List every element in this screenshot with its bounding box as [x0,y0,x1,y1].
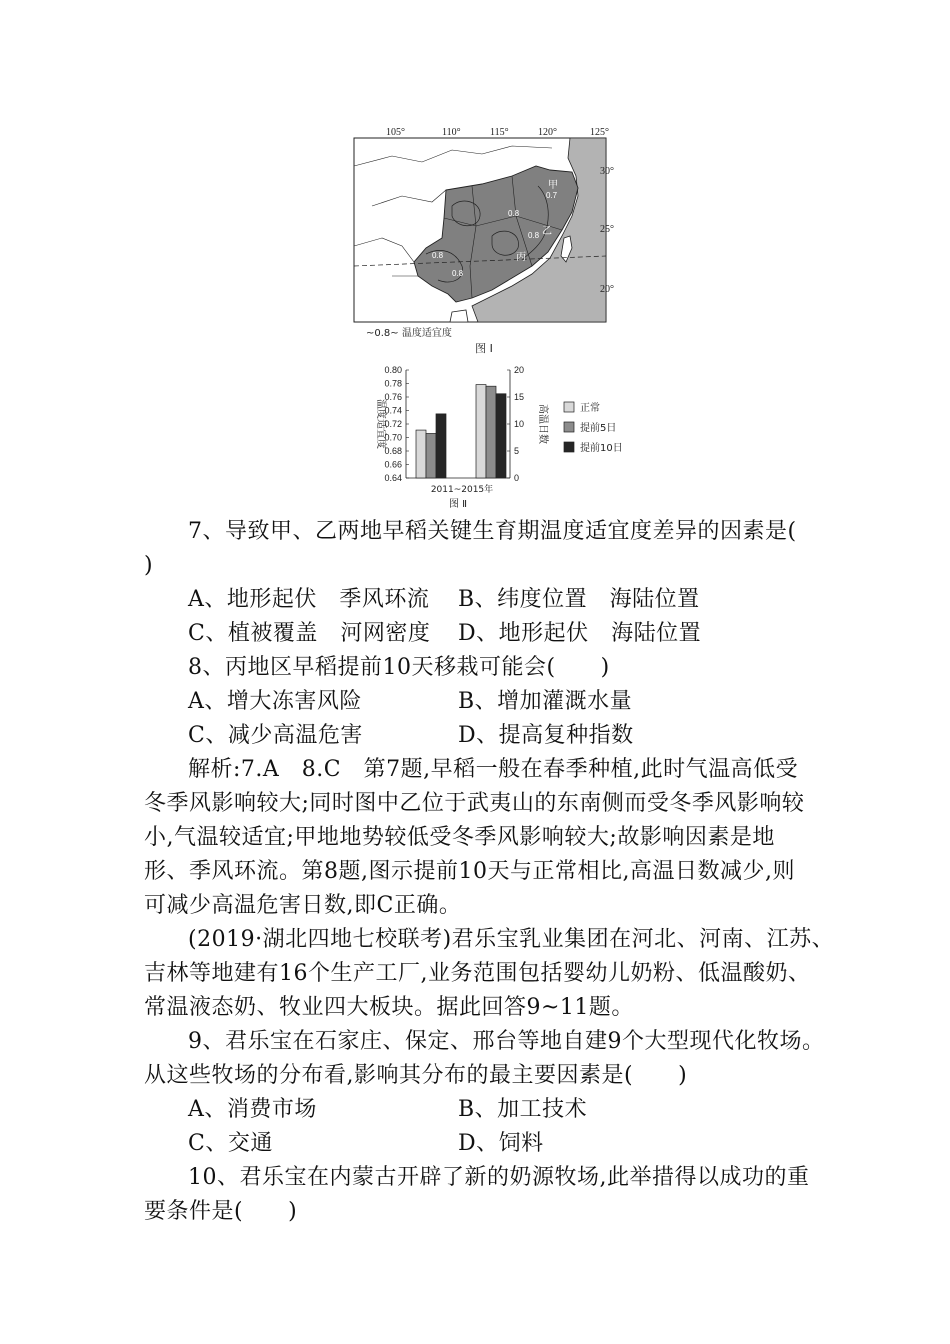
question-9-line-2: 从这些牧场的分布看,影响其分布的最主要因素是( ) [144,1063,688,1088]
answer-line-3: 小,气温较适宜;甲地地势较低受冬季风影响较大;故影响因素是地 [144,825,775,850]
legend-label-1: 提前5日 [580,423,617,434]
intro-line-3: 常温液态奶、牧业四大板块。据此回答9~11题。 [144,995,634,1020]
q7-option-c: C、植被覆盖 河网密度 [188,621,431,646]
x-axis-label: 2011~2015年 [430,485,494,495]
q8-option-d: D、提高复种指数 [458,723,634,748]
question-10-line-1: 10、君乐宝在内蒙古开辟了新的奶源牧场,此举措得以成功的重 [188,1165,810,1190]
q8-option-c: C、减少高温危害 [188,723,363,748]
q9-option-a: A、消费市场 [188,1097,317,1122]
bar-hot-days-2 [496,394,506,478]
q8-option-a: A、增大冻害风险 [188,689,362,714]
isoline-label: 0.8 [528,231,540,240]
q7-option-b: B、纬度位置 海陆位置 [458,587,700,612]
question-8: 8、丙地区早稻提前10天移栽可能会( ) [188,655,610,680]
left-axis-label: 温度适宜度 [375,399,386,449]
left-tick-label: 0.68 [384,446,402,456]
isoline-label: 0.7 [546,191,558,200]
figure1-caption: 图 I [475,342,493,355]
isoline-label: 0.8 [432,251,444,260]
answer-line-4: 形、季风环流。第8题,图示提前10天与正常相比,高温日数减少,则 [144,859,795,884]
isoline-label: 0.8 [508,209,520,218]
q9-option-b: B、加工技术 [458,1097,588,1122]
isoline-label: 0.8 [452,269,464,278]
right-tick-label: 5 [514,446,520,456]
map-legend: ~0.8~ 温度适宜度 [366,328,452,339]
answer-line-2: 冬季风影响较大;同时图中乙位于武夷山的东南侧而受冬季风影响较 [144,791,805,816]
q9-option-d: D、饲料 [458,1131,544,1156]
lon-tick: 115° [490,127,509,138]
legend-label-2: 提前10日 [580,443,623,454]
right-tick-label: 15 [514,392,525,402]
lon-tick: 110° [442,127,461,138]
left-tick-label: 0.70 [384,432,402,443]
region-label-yi: 乙 [542,226,552,237]
lat-tick: 25° [600,224,614,235]
legend-swatch-0 [564,402,574,412]
question-10-line-2: 要条件是( ) [144,1199,298,1224]
q7-option-a: A、地形起伏 季风环流 [188,587,430,612]
bar-suitability-1 [426,433,436,478]
right-tick-label: 0 [514,473,520,483]
answer-line-1: 解析:7.A 8.C 第7题,早稻一般在春季种植,此时气温高低受 [188,757,799,782]
right-axis-label: 高温日数 [537,404,548,444]
intro-line-2: 吉林等地建有16个生产工厂,业务范围包括婴幼儿奶粉、低温酸奶、 [144,961,811,986]
legend-swatch-1 [564,422,574,432]
bar-suitability-2 [436,414,446,478]
lon-tick: 120° [538,127,557,138]
figure2-caption: 图 Ⅱ [448,499,468,510]
left-tick-label: 0.64 [384,473,402,483]
lon-tick: 125° [590,127,609,138]
q9-option-c: C、交通 [188,1131,273,1156]
legend-swatch-2 [564,442,574,452]
question-7: 7、导致甲、乙两地早稻关键生育期温度适宜度差异的因素是( [188,519,797,544]
bar-hot-days-0 [476,385,486,478]
bar-hot-days-1 [486,386,496,478]
question-7-end: ) [144,553,154,578]
left-tick-label: 0.76 [384,392,402,402]
right-tick-label: 20 [514,365,525,375]
lon-tick: 105° [386,127,405,138]
left-tick-label: 0.66 [384,459,402,470]
legend-label-0: 正常 [580,403,600,414]
figure-bar-chart [362,364,662,518]
bar-suitability-0 [416,430,426,478]
intro-line-1: (2019·湖北四地七校联考)君乐宝乳业集团在河北、河南、江苏、 [188,927,835,952]
region-label-bing: 丙 [516,252,526,263]
answer-line-5: 可减少高温危害日数,即C正确。 [144,893,462,918]
q7-option-d: D、地形起伏 海陆位置 [458,621,702,646]
left-tick-label: 0.78 [384,378,402,389]
figure-map [352,126,617,356]
region-label-jia: 甲 [548,180,558,191]
q8-option-b: B、增加灌溉水量 [458,689,633,714]
hainan-island [450,310,468,322]
left-tick-label: 0.72 [384,419,402,429]
left-tick-label: 0.74 [384,405,402,416]
lat-tick: 20° [600,284,614,295]
left-tick-label: 0.80 [384,365,402,375]
lat-tick: 30° [600,166,614,177]
right-tick-label: 10 [514,419,525,429]
question-9-line-1: 9、君乐宝在石家庄、保定、邢台等地自建9个大型现代化牧场。 [188,1029,825,1054]
